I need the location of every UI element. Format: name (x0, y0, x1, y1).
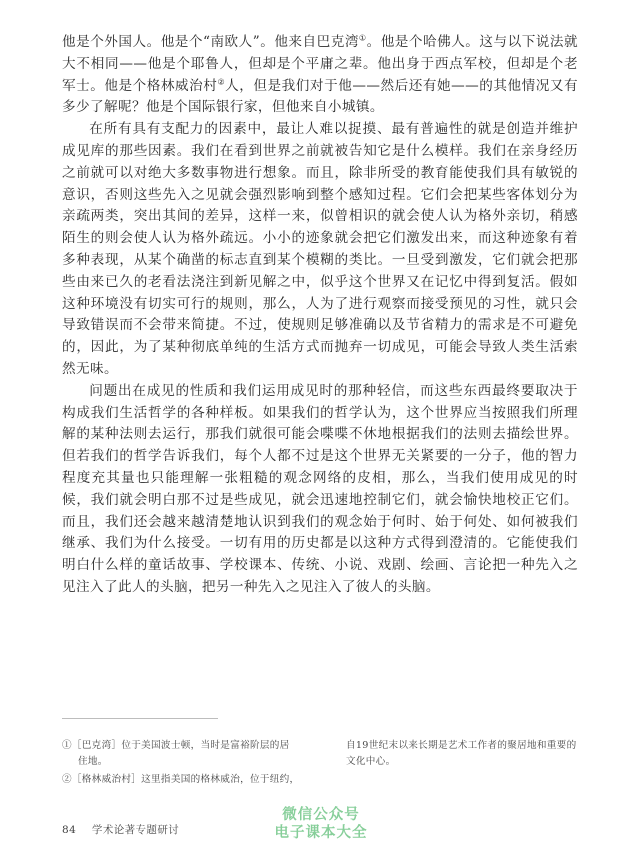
page-number: 84 (62, 824, 77, 836)
book-title: 学术论著专题研讨 (91, 824, 180, 836)
page-footer (62, 822, 179, 837)
paragraph-1-part-b: 。他是个哈佛人。这与以下说法就大不相同——他是个耶鲁人，但却是个平庸之辈。他出身于西点军校，但却是个老军士。他是个格林威治村 (62, 34, 579, 94)
paragraph-1-part-a: 他是个外国人。他是个“南欧人”。他来自巴克湾 (62, 34, 359, 50)
footnote-1-line-1: ①［巴克湾］位于美国波士顿，当时是富裕阶层的居 (62, 740, 290, 751)
paragraph-1 (62, 32, 578, 119)
footnote-2-line-1: ②［格林威治村］这里指美国的格林威治，位于纽约， (62, 774, 300, 785)
body-text (62, 32, 578, 599)
footnote-2 (62, 772, 310, 788)
watermark-line-1: 微信公众号 (282, 807, 360, 823)
footnotes-left-column (62, 738, 310, 790)
paragraph-2: 在所有具有支配力的因素中，最让人难以捉摸、最有普遍性的就是创造并维护成见库的那些因素。我们在看到世界之前就被告知它是什么模样。我们在亲身经历之前就可以对绝大多数事物进行想象。而且，除非所受的教育能使我们具有敏锐的意识，否则这些先入之见就会强烈影响到整个感知过程。它们会把某些客体划分为亲疏两类，突出其间的差异，这样一来，似曾相识的就会使人认为格外亲切，稍感陌生的则会使人认为格外疏远。小小的迹象就会把它们激发出来，而这种迹象有着多种表现，从某个确凿的标志直到某个模糊的类比。一旦受到激发，它们就会把那些由来已久的老看法浇注到新见解之中，似乎这个世界又在记忆中得到复活。假如这种环境没有切实可行的规则，那么，人为了进行观察而接受预见的习性，就只会导致错误而不会带来简捷。不过，使规则足够准确以及节省精力的需求是不可避免的，因此，为了某种彻底单纯的生活方式而抛弃一切成见，可能会导致人类生活索然无味。 (62, 121, 578, 377)
watermark-line-2: 电子课本大全 (274, 825, 368, 841)
paragraph-1-part-c: 人，但是我们对于他——然后还有她——的其他情况又有多少了解呢？他是个国际银行家，但他来自小城镇。 (62, 77, 579, 116)
paragraph-3: 问题出在成见的性质和我们运用成见时的那种轻信，而这些东西最终要取决于构成我们生活哲学的各种样板。如果我们的哲学认为，这个世界应当按照我们所理解的某种法则去运行，那我们就很可能会喋喋不休地根据我们的法则去描绘世界。但若我们的哲学告诉我们，每个人都不过是这个世界无关紧要的一分子，他的智力程度充其量也只能理解一张粗糙的观念网络的皮相，那么，当我们使用成见的时候，我们就会明白那不过是些成见，就会迅速地控制它们，就会愉快地校正它们。而且，我们还会越来越清楚地认识到我们的观念始于何时、始于何处、如何被我们继承、我们为什么接受。一切有用的历史都是以这种方式得到澄清的。它能使我们明白什么样的童话故事、学校课本、传统、小说、戏剧、绘画、言论把一种先入之见注入了此人的头脑，把另一种先入之见注入了彼人的头脑。 (62, 382, 578, 595)
footnote-2-continuation: 自19世纪末以来长期是艺术工作者的聚居地和重要的文化中心。 (346, 740, 577, 767)
footnote-divider (62, 718, 218, 719)
footnotes-right-column (346, 738, 582, 770)
footnote-1-line-2: 住地。 (78, 756, 108, 767)
watermark (256, 806, 386, 842)
footnote-1 (62, 738, 310, 770)
footnote-ref-2: ② (217, 77, 226, 87)
footnote-ref-1: ① (358, 33, 367, 43)
